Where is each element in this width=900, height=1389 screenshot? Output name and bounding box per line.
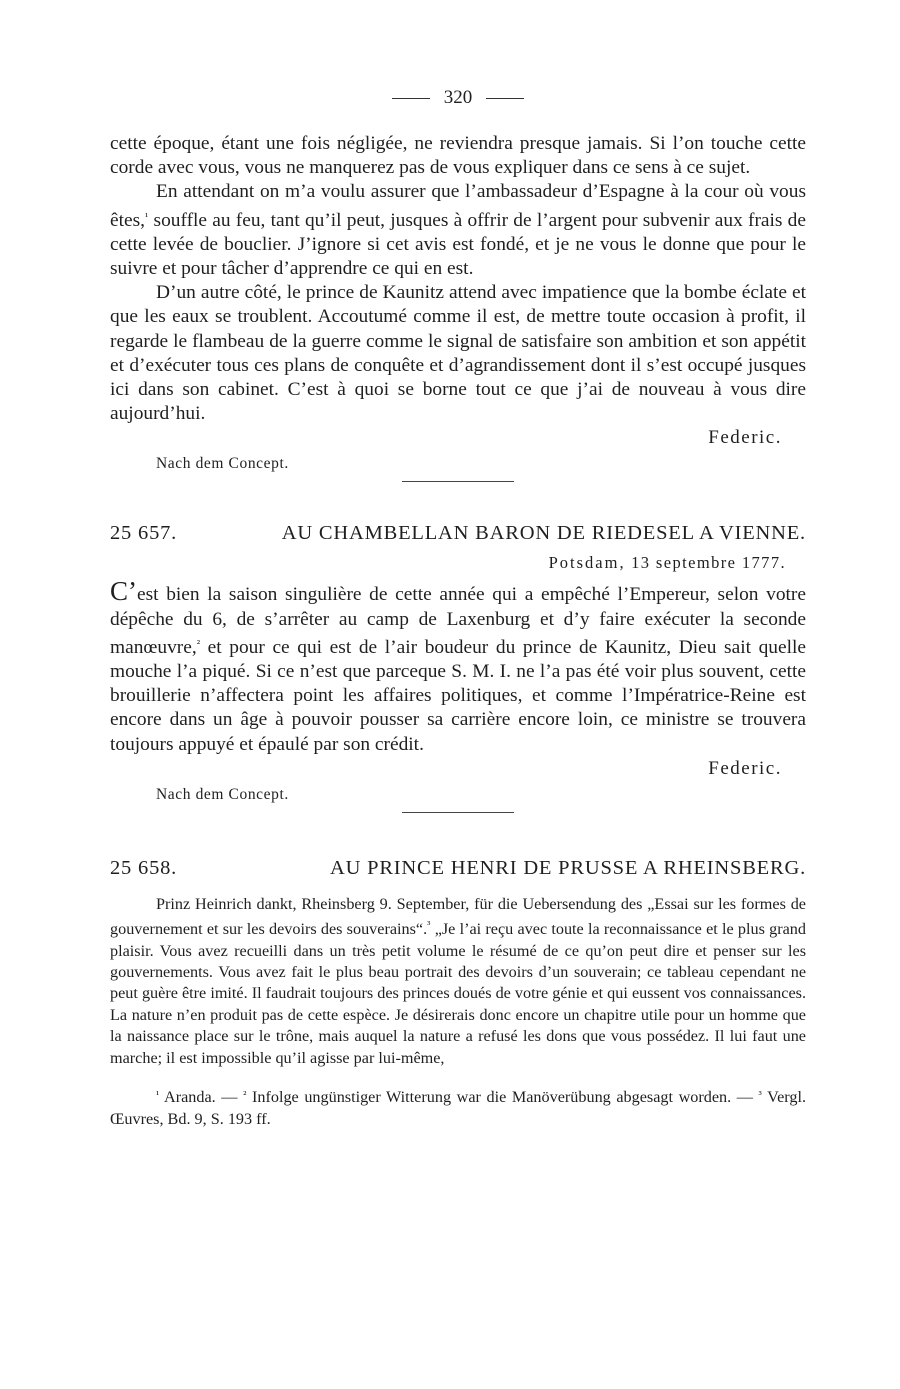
letter-number: 25 657. (110, 522, 178, 545)
page (110, 84, 806, 1130)
letter-continuation (110, 132, 806, 482)
section-rule (402, 812, 514, 813)
footnote-marker: ² (243, 1089, 247, 1102)
paragraph-text: En attendant on m’a voulu assurer que l’ambassadeur d’Espagne à la cour où vous êtes, (110, 181, 806, 231)
dateline (110, 553, 806, 573)
letter-summary (110, 894, 806, 1069)
footnote-marker: ³ (758, 1089, 762, 1102)
divider (392, 98, 430, 99)
paragraph: cette époque, étant une fois négligée, ne reviendra presque jamais. Si l’on touche cette corde avec vous, vous ne manquerez pas de vous expliquer dans ce sens à ce sujet. (110, 133, 806, 179)
letter-body (110, 576, 806, 812)
divider (486, 98, 524, 99)
footnote-marker: ² (196, 637, 201, 650)
paragraph-text: souffle au feu, tant qu’il peut, jusques à offrir de l’argent pour subvenir aux frais de cette levée de bouclier. J’ignore si cet avis est fondé, et je ne vous le donne que pour le suivre et pour tâcher d’apprendre ce qui en est. (110, 209, 806, 280)
signature: Federic. (708, 757, 782, 779)
page-number-text: 320 (443, 87, 473, 108)
letter-number: 25 658. (110, 856, 178, 879)
letter-heading (110, 857, 806, 880)
footnote-marker: ¹ (145, 210, 149, 223)
footnote-text: Vergl. Œuvres, Bd. 9, S. 193 ff. (110, 1088, 806, 1128)
paragraph: D’un autre côté, le prince de Kaunitz attend avec impatience que la bombe éclate et que les eaux se troublent. Accoutumé comme il est, de mettre toute occasion à profit, il regarde le flambeau de la guerre comme le signal de satisfaire son ambition et son appétit et d’exécuter tous ces plans de conquête et d’agrandissement dont il s’est occupé jusques ici dans son cabinet. C’est à quoi se borne tout ce que j’ai de nouveau à vous dire aujourd’hui. (110, 282, 806, 425)
footnotes (110, 1085, 806, 1130)
source-note: Nach dem Concept. (156, 455, 289, 473)
paragraph-text: „Je l’ai reçu avec toute la reconnaissance et le plus grand plaisir. Vous avez recueilli dans un très petit volume le résumé de ce qu’on peut dire et penser sur les gouvernements. Vous avez fait le plus beau portrait des devoirs d’un souverain; ce tableau cependant ne peut guère être imité. Il faudrait toujours des princes doués de votre génie et qui eussent vos connaissances. La nature n’en produit pas de cette espèce. Je désirerais donc encore un chapitre utile pour un homme que la naissance place sur le trône, mais auquel la nature a refusé les dons que vous possédez. Il lui faut une marche; il est impossible qu’il agisse par lui-même, (110, 920, 806, 1067)
footnote-text: Infolge ungünstiger Witterung war die Manöverübung abgesagt worden. — (251, 1088, 753, 1107)
letter-heading (110, 522, 806, 545)
footnote-marker: ¹ (156, 1089, 160, 1102)
signature: Federic. (708, 427, 782, 449)
letter-title: AU PRINCE HENRI DE PRUSSE A RHEINSBERG. (330, 856, 806, 879)
paragraph-text: C’est bien la saison singulière de cette année qui a empêché l’Empereur, selon votre dépêche du 6, de s’arrêter au camp de Laxenburg et d’y faire exécuter la seconde manœuvre, (110, 576, 806, 658)
dateline-place: Potsdam, (548, 553, 626, 573)
footnote-marker: ³ (427, 919, 431, 932)
section-rule (402, 481, 514, 482)
page-number (110, 84, 806, 112)
paragraph-text: et pour ce qui est de l’air boudeur du prince de Kaunitz, Dieu sait quelle mouche l’a piqué. Si ce n’est que parceque S. M. I. ne l’a pas été voir plus souvent, cette brouillerie n’affectera point les affaires politiques, et comme l’Impératrice-Reine est encore dans un âge à pouvoir pousser sa carrière encore loin, ce ministre se trouvera toujours appuyé et épaulé par son crédit. (110, 636, 806, 755)
paragraph-text: Prinz Heinrich dankt, Rheinsberg 9. September, für die Uebersendung des „Essai sur les formes de gouvernement et sur les devoirs des souverains“. (110, 894, 806, 939)
letter-title: AU CHAMBELLAN BARON DE RIEDESEL A VIENNE. (281, 522, 806, 545)
paragraph (110, 180, 806, 281)
dateline-date: 13 septembre 1777. (631, 553, 786, 573)
footnote-text: Aranda. — (164, 1088, 238, 1107)
paragraph (110, 894, 806, 1069)
paragraph (110, 576, 806, 756)
source-note: Nach dem Concept. (156, 785, 289, 803)
